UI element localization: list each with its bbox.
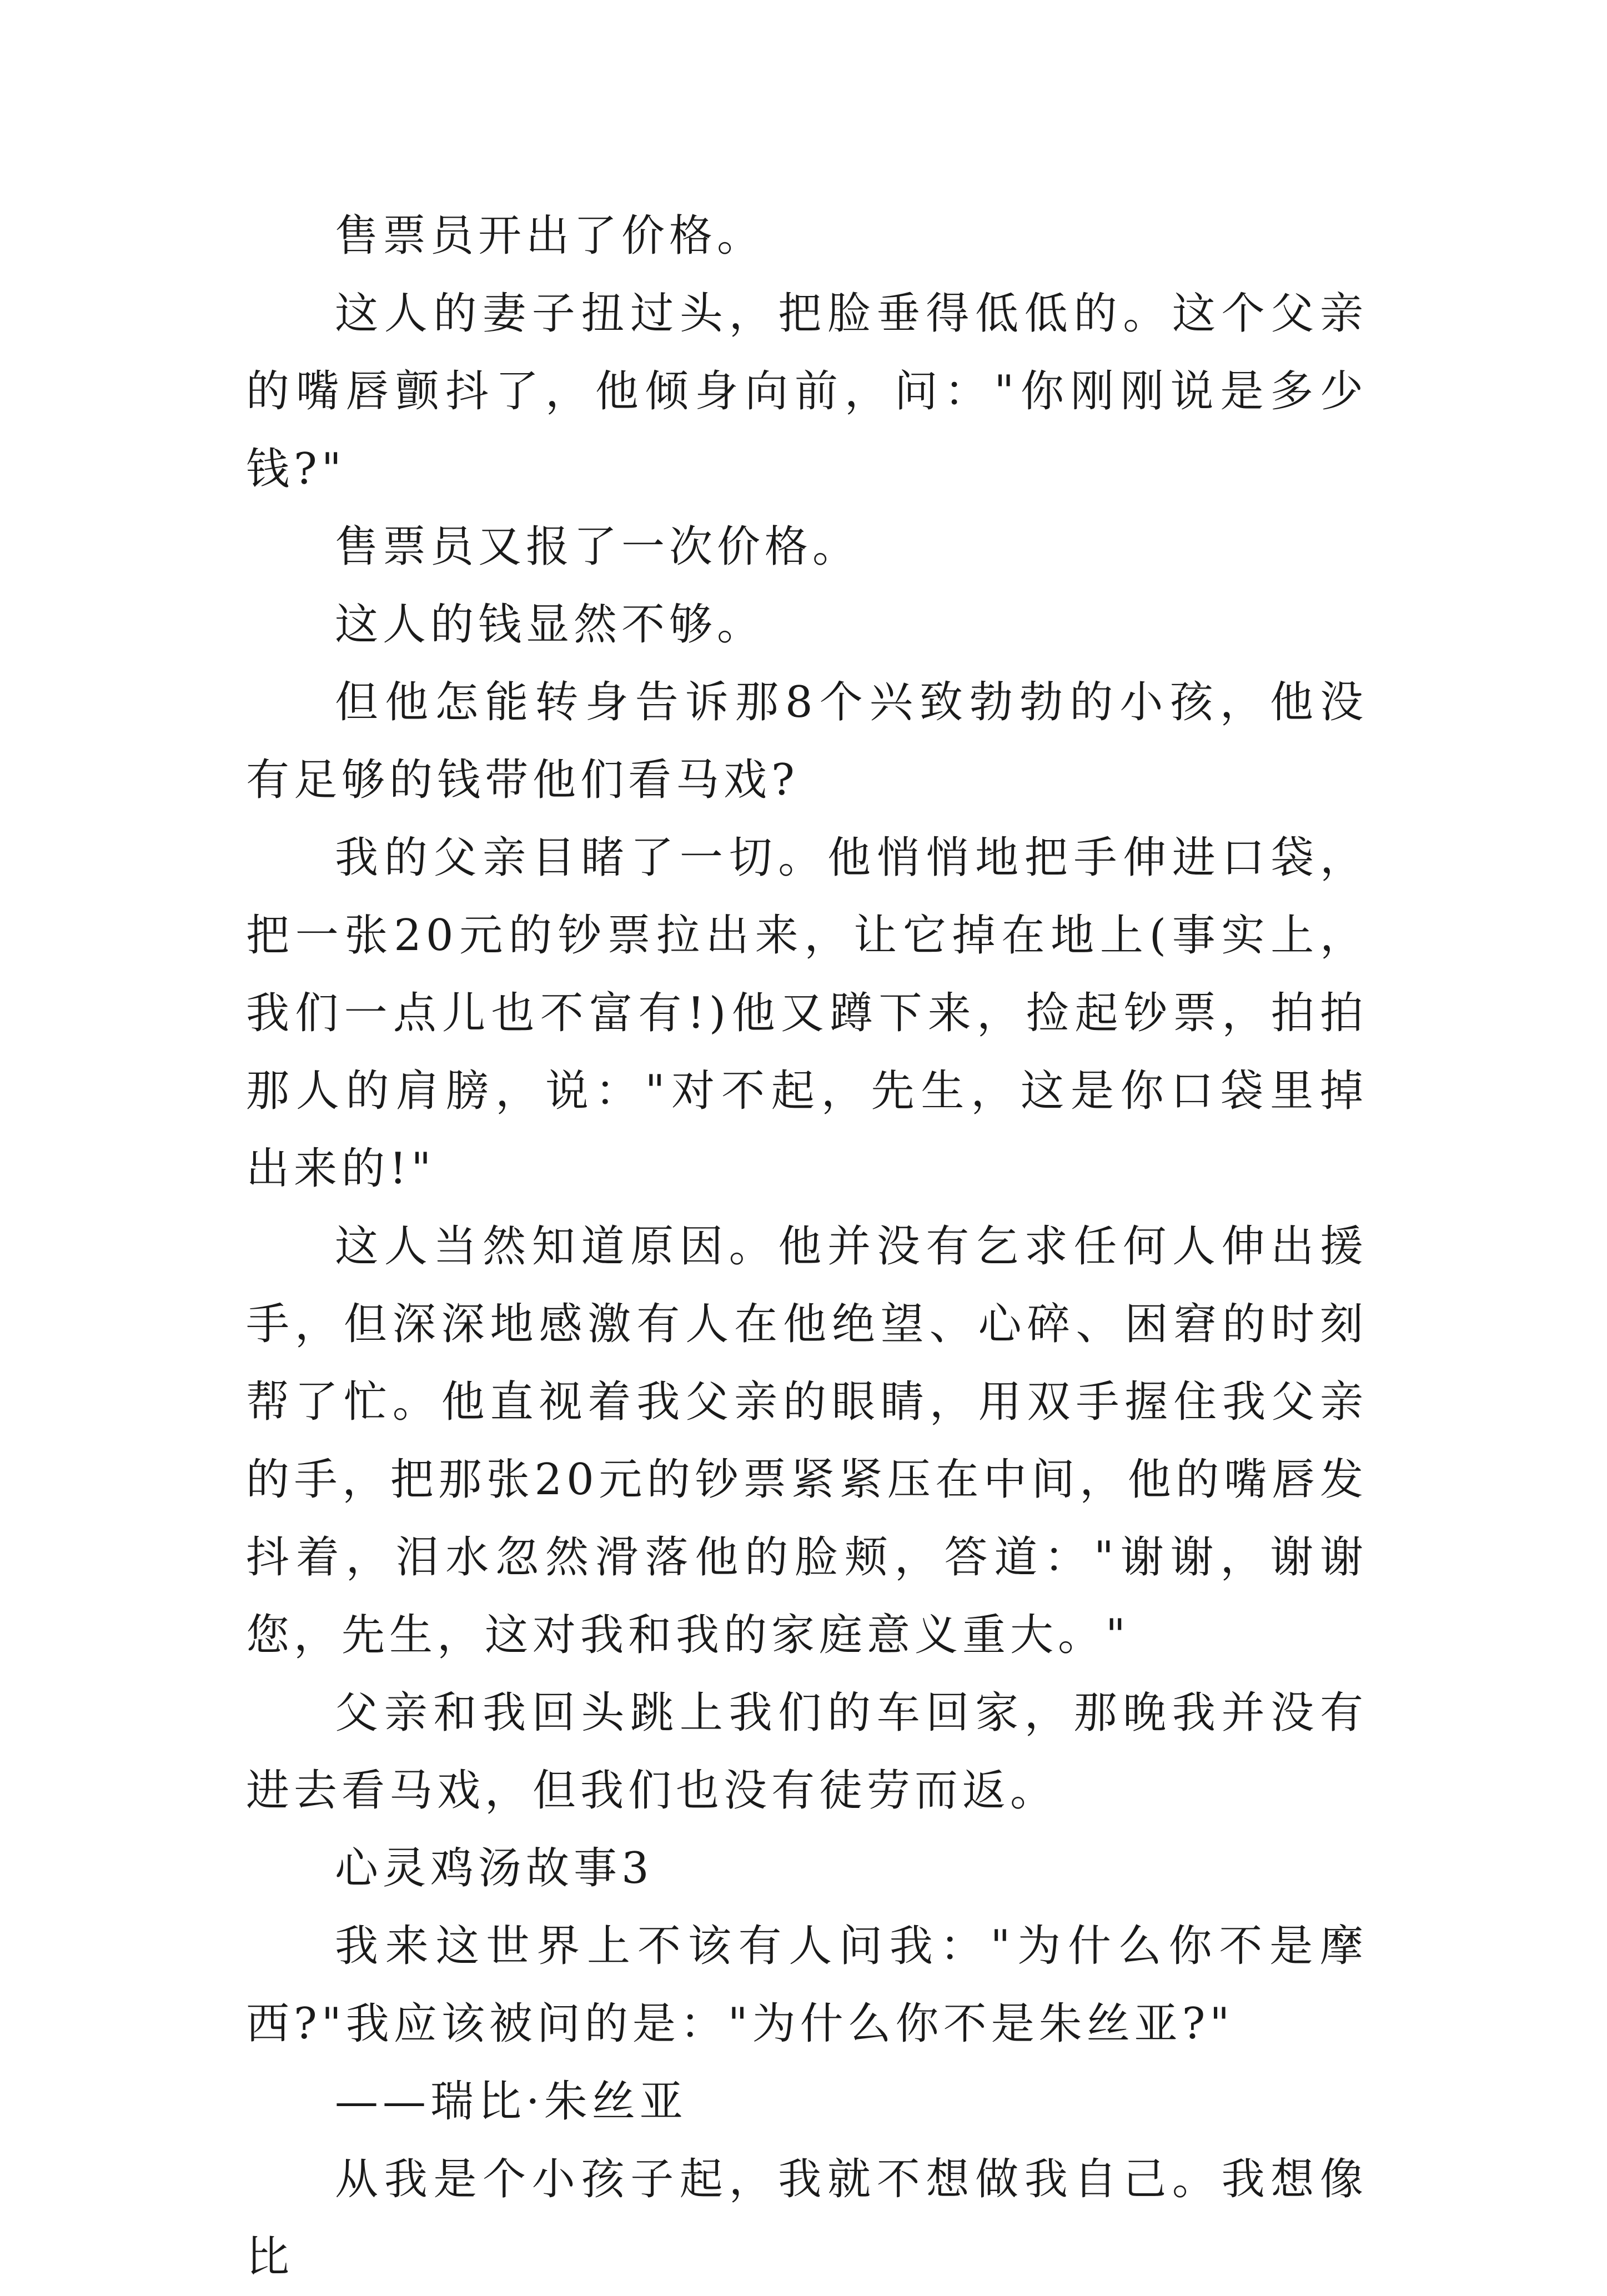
body-text xyxy=(246,197,1368,2296)
paragraph: 但他怎能转身告诉那8个兴致勃勃的小孩，他没有足够的钱带他们看马戏? xyxy=(246,677,1368,805)
attribution: ——瑞比·朱丝亚 xyxy=(335,2077,687,2127)
story-heading: 心灵鸡汤故事3 xyxy=(335,1843,654,1893)
paragraph: 售票员又报了一次价格。 xyxy=(335,522,861,572)
paragraph: 这人的钱显然不够。 xyxy=(335,600,765,650)
paragraph: 我来这世界上不该有人问我："为什么你不是摩西?"我应该被问的是："为什么你不是朱丝亚?" xyxy=(246,1921,1368,2049)
paragraph: 我的父亲目睹了一切。他悄悄地把手伸进口袋，把一张20元的钞票拉出来，让它掉在地上(事实上，我们一点儿也不富有!)他又蹲下来，捡起钞票，拍拍那人的肩膀，说："对不起，先生，这是你口袋里掉出来的!" xyxy=(246,833,1368,1194)
paragraph: 这人当然知道原因。他并没有乞求任何人伸出援手，但深深地感激有人在他绝望、心碎、困窘的时刻帮了忙。他直视着我父亲的眼睛，用双手握住我父亲的手，把那张20元的钞票紧紧压在中间，他的嘴唇发抖着，泪水忽然滑落他的脸颊，答道："谢谢，谢谢您，先生，这对我和我的家庭意义重大。" xyxy=(246,1222,1368,1660)
paragraph: 从我是个小孩子起，我就不想做我自己。我想像比 xyxy=(246,2154,1368,2282)
paragraph: 这人的妻子扭过头，把脸垂得低低的。这个父亲的嘴唇颤抖了，他倾身向前，问："你刚刚说是多少钱?" xyxy=(246,289,1368,494)
paragraph: 父亲和我回头跳上我们的车回家，那晚我并没有进去看马戏，但我们也没有徒劳而返。 xyxy=(246,1688,1368,1816)
paragraph: 售票员开出了价格。 xyxy=(335,211,765,261)
